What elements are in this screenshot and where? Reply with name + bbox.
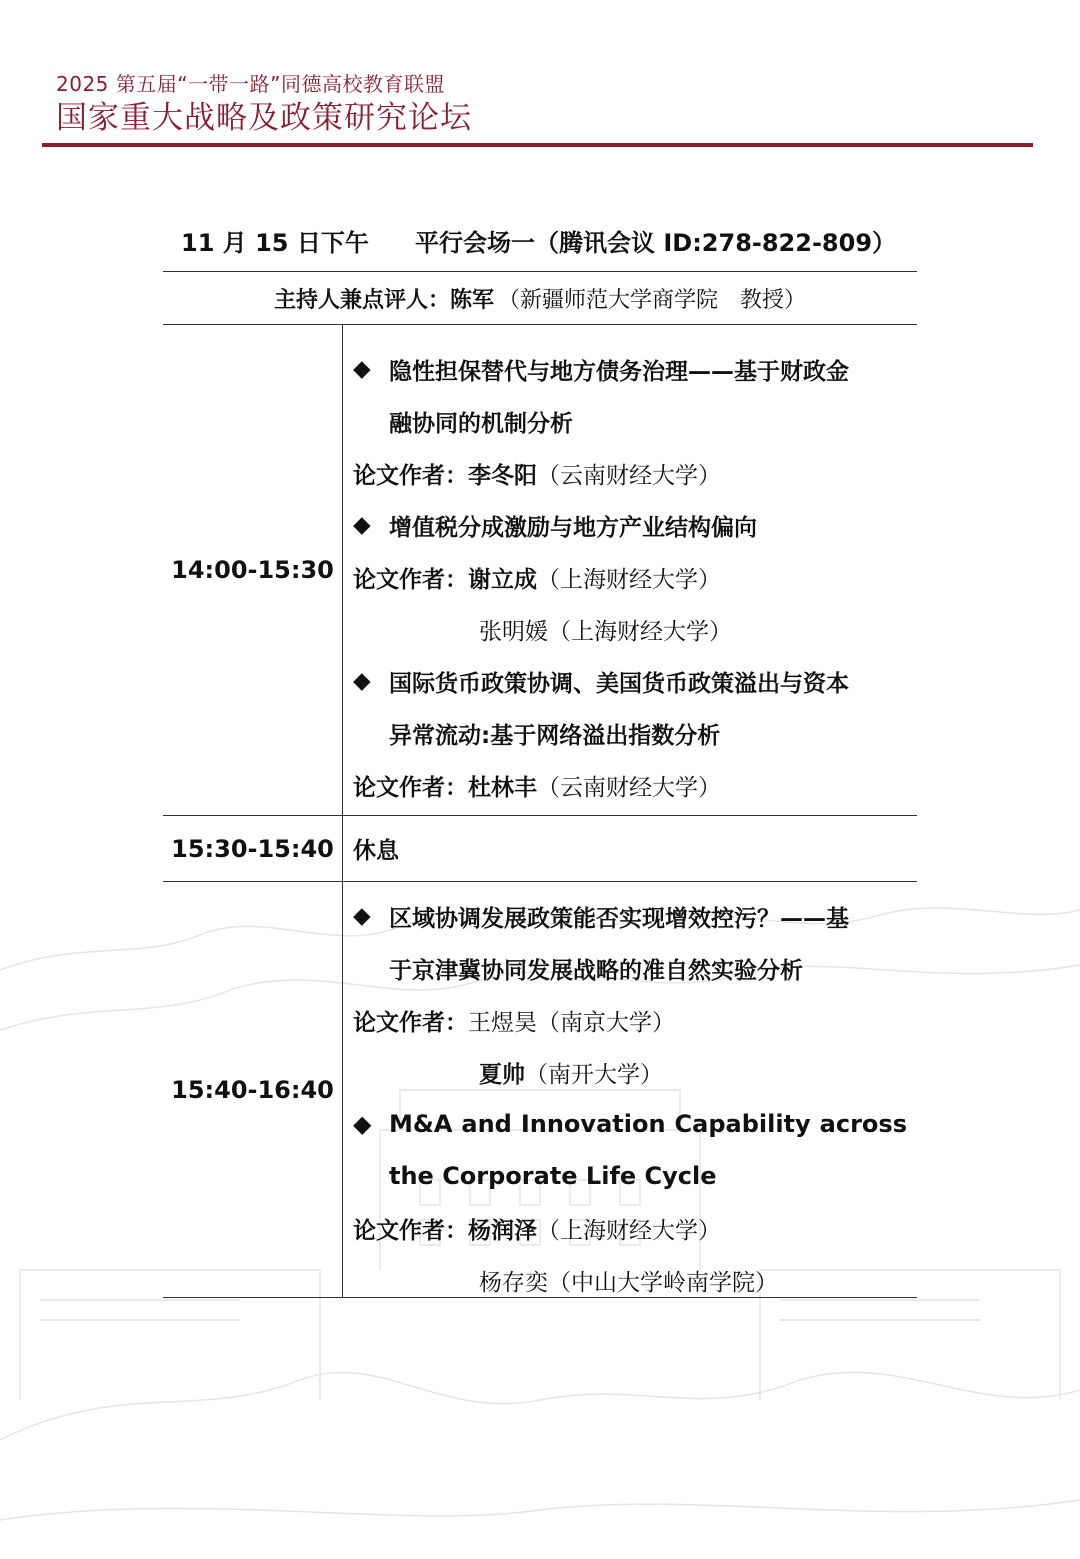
paper-title-cont: 异常流动:基于网络溢出指数分析	[389, 722, 721, 749]
paper-author-row: 张明媛 （上海财经大学）	[479, 618, 732, 645]
paper-title: ◆ 增值税分成激励与地方产业结构偏向	[353, 512, 757, 541]
paper-author-row: 论文作者： 谢立成 （上海财经大学）	[353, 566, 721, 593]
host-row	[163, 272, 917, 325]
bullet-icon: ◆	[353, 356, 371, 382]
bullet-icon: ◆	[353, 512, 371, 538]
session-block	[163, 882, 917, 1298]
host-affiliation: （新疆师范大学商学院 教授）	[498, 287, 807, 313]
page-header	[56, 70, 472, 138]
host-name: 陈军	[449, 287, 494, 313]
forum-title: 国家重大战略及政策研究论坛	[56, 100, 472, 136]
session-block	[163, 325, 917, 816]
paper-author-row: 论文作者： 杨润泽 （上海财经大学）	[353, 1217, 721, 1244]
paper-title-cont: 融协同的机制分析	[389, 410, 573, 437]
host-label: 主持人兼点评人：	[273, 287, 450, 313]
paper-title	[353, 1098, 907, 1150]
break-label: 休息	[353, 838, 399, 864]
bullet-icon: ◆	[353, 1110, 372, 1138]
paper-author-row: 论文作者： 李冬阳 （云南财经大学）	[353, 462, 721, 489]
bullet-icon: ◆	[353, 668, 371, 694]
paper-author-row: 论文作者： 王煜昊 （南京大学）	[353, 1009, 675, 1036]
paper-title: ◆ 区域协调发展政策能否实现增效控污？——基	[353, 903, 849, 932]
session-title-row	[163, 210, 917, 272]
paper-title: ◆ 隐性担保替代与地方债务治理——基于财政金	[353, 356, 849, 385]
break-content	[343, 816, 917, 881]
paper-title-words: M&A and Innovation Capability across	[389, 1110, 907, 1138]
break-time: 15:30-15:40	[163, 816, 343, 881]
paper-title: ◆ 国际货币政策协调、美国货币政策溢出与资本	[353, 668, 849, 697]
header-divider	[42, 143, 1033, 147]
bullet-icon: ◆	[353, 903, 371, 929]
forum-subtitle: 2025 第五届“一带一路”同德高校教育联盟	[56, 72, 445, 96]
schedule-table	[163, 210, 917, 1298]
paper-author-row: 夏帅 （南开大学）	[479, 1061, 663, 1088]
paper-title-cont: the Corporate Life Cycle	[389, 1162, 717, 1190]
session-date: 11 月 15 日下午	[181, 229, 369, 257]
session-venue: 平行会场一（腾讯会议 ID:278-822-809）	[415, 229, 897, 257]
session-time: 15:40-16:40	[163, 882, 343, 1297]
session-time: 14:00-15:30	[163, 325, 343, 815]
paper-author-row: 论文作者： 杜林丰 （云南财经大学）	[353, 774, 721, 801]
session-content	[343, 882, 917, 1297]
session-content	[343, 325, 917, 815]
break-row	[163, 816, 917, 882]
paper-title-cont: 于京津冀协同发展战略的准自然实验分析	[389, 957, 803, 984]
paper-author-row: 杨存奕 （中山大学岭南学院）	[479, 1269, 778, 1296]
